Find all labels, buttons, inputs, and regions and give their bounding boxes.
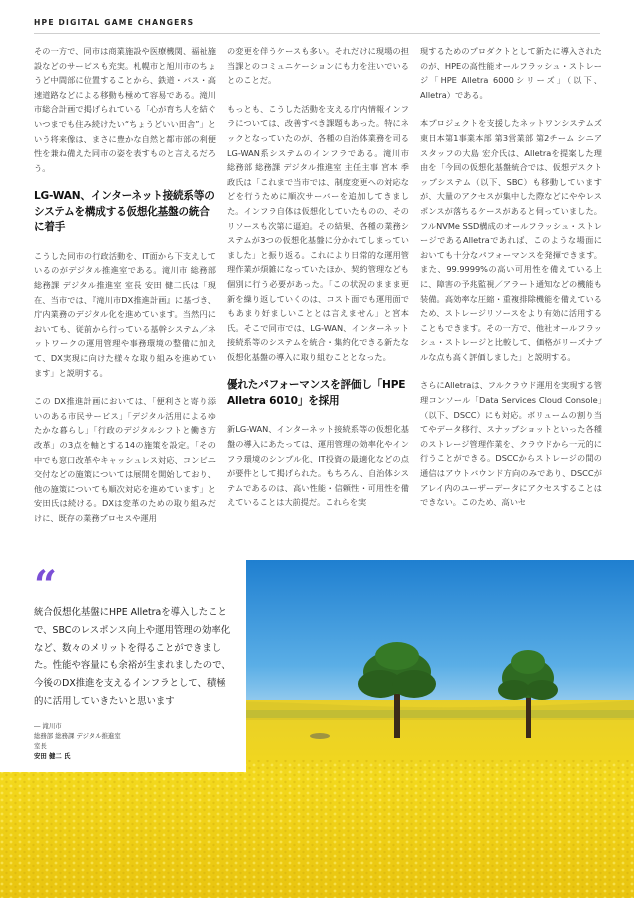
body-paragraph: 本プロジェクトを支援したネットワンシステムズ 東日本第1事業本部 第3営業部 第2チーム シニアスタッフの大島 宏介氏は、Alletraを提案した理由を「今回の仮想化基盤統合では、仮想デスクトップシステム（以下、SBC）も移動していますが、大量のアクセスが集中した際などにややレスポンスが落ちるケースがあると伺っていました。フルNVMe SSD構成のオールフラッシュ・ストレージであるAlletraであれば、このような場面においても十分なパフォーマンスを発揮できます。また、99.9999%の高い可用性を備えている上に、障害の予兆監視／アラート通知などの機能も装備。高効率な圧縮・重複排除機能を備えているため、ストレージリソースをより有効に活用することもできます。その一方で、他社オールフラッシュ・ストレージと比較して、価格がリーズナブルな点も高く評価しました」と説明する。 xyxy=(420,118,602,362)
running-head: HPE DIGITAL GAME CHANGERS xyxy=(34,18,195,27)
body-paragraph: この DX推進計画においては、「便利さと寄り添いのある市民サービス」「デジタル活用によるゆたかな暮らし」「行政のデジタルシフトと働き方改革」の3点を軸とする14の施策を設定。「その中でも窓口改革やキャッシュレス対応、コンビニ交付などの施策については展開を開始しており、他の施策についても順次対応を進めています」と安田氏は続ける。DXは変革のための取り組みだけに、既存の業務プロセスや運用 xyxy=(34,396,216,523)
body-paragraph: もっとも、こうした活動を支える庁内情報インフラについては、改善すべき課題もあった。特にネックとなっていたのが、各種の自治体業務を司るLG-WAN系システムのインフラである。滝川市 総務部 総務課 デジタル推進室 主任主事 宮本 季政氏は「これまで当市では、制度変更への対応などを行うために順次サーバーを追加してきました。インフラ自体は仮想化していたものの、そのリソースも次第に逼迫。その結果、各種の業務システムが3つの仮想化基盤に分かれてしまっていました」と振り返る。これにより日常的な運用管理作業が煩雑になっていたほか、契約管理なども個別に行う必要があった。「この状況のままま更新を繰り返していくのは、コスト面でも運用面でもあまり好ましいこととは言えません」と宮本氏。そこで同市では、LG-WAN、インターネット接続系等のシステムを統合・集約化できる新たな仮想化基盤の導入に取り組むこととなった。 xyxy=(227,103,409,362)
body-paragraph: 新LG-WAN、インターネット接続系等の仮想化基盤の導入にあたっては、運用管理の効率化やインフラ環境のシンプル化、IT投資の最適化などの点が要件として掲げられた。もちろん、自治体システムであるのは、高い性能・信頼性・可用性を備えていることは大前提だ。これらを実 xyxy=(227,424,409,508)
header-divider xyxy=(34,33,600,34)
attribution-dept: 総務部 総務課 デジタル推進室 xyxy=(34,731,121,740)
body-paragraph: こうした同市の行政活動を、IT面から下支えしているのがデジタル推進室である。滝川市 総務部 総務課 デジタル推進室 室長 安田 健二氏は「現在、当市では、『滝川市DX推進計画』に基づき、庁内業務のデジタル化を進めています。当然円においても、従前から行っている基幹システム／ネットワークの運用管理や事務環境の整備に加えて、DX実現に向けた様々な取り組みを進めています」と説明する。 xyxy=(34,250,216,378)
text-column-1 xyxy=(34,44,216,540)
quote-mark-icon: “ xyxy=(34,562,58,609)
text-column-3 xyxy=(420,44,602,524)
section-heading: LG-WAN、インターネット接続系等のシステムを構成する仮想化基盤の統合に着手 xyxy=(34,190,215,234)
quote-attribution xyxy=(34,721,232,761)
text-column-2 xyxy=(227,44,409,524)
body-paragraph: その一方で、同市は商業施設や医療機関、福祉施設などのサービスも充実。札幌市と旭川市のちょうど中間部に位置することから、鉄道・バス・高速道路などによる移動も極めて容易である。滝川市総合計画で掲げられている「心が育ち人を結ぐいつまでも住み続けたい“ちょうどいい田舎”」という将来像は、まさに豊かな自然と都市部の利便性を兼ね備えた同市の姿を表すものと言えるだろう。 xyxy=(34,46,216,173)
attribution-title: 室長 xyxy=(34,741,47,750)
body-paragraph: 現するためのプロダクトとして新たに導入されたのが、HPEの高性能オールフラッシュ・ストレージ「HPE Alletra 6000シリーズ」（以下、Alletra）である。 xyxy=(420,46,602,100)
attribution-name: 安田 健二 氏 xyxy=(34,751,71,760)
body-paragraph: さらにAlletraは、フルクラウド運用を実現する管理コンソール「Data Services Cloud Console」（以下、DSCC）にも対応。ボリュームの割り当てやデータ移行、スナップショットといった各種のストレージ管理作業を、クラウドから一元的に行うことができる。DSCCからストレージの間の通信はアウトバウンド方向のみであり、DSCCがアレイ内のユーザーデータにアクセスすることはできない。このため、高いセ xyxy=(420,380,602,508)
quote-text: 統合仮想化基盤にHPE Alletraを導入したことで、SBCのレスポンス向上や運用管理の効率化など、数々のメリットを得ることができました。性能や容量にも余裕が生まれましたので、今後のDX推進を支えるインフラとして、積極的に活用していきたいと思います xyxy=(34,607,231,707)
section-heading: 優れたパフォーマンスを評価し「HPE Alletra 6010」を採用 xyxy=(227,379,406,407)
body-paragraph: の変更を伴うケースも多い。それだけに現場の担当課とのコミュニケーションにも力を注いでいるとのことだ。 xyxy=(227,46,409,86)
attribution-org: ― 滝川市 xyxy=(34,721,62,730)
pull-quote xyxy=(0,560,246,772)
